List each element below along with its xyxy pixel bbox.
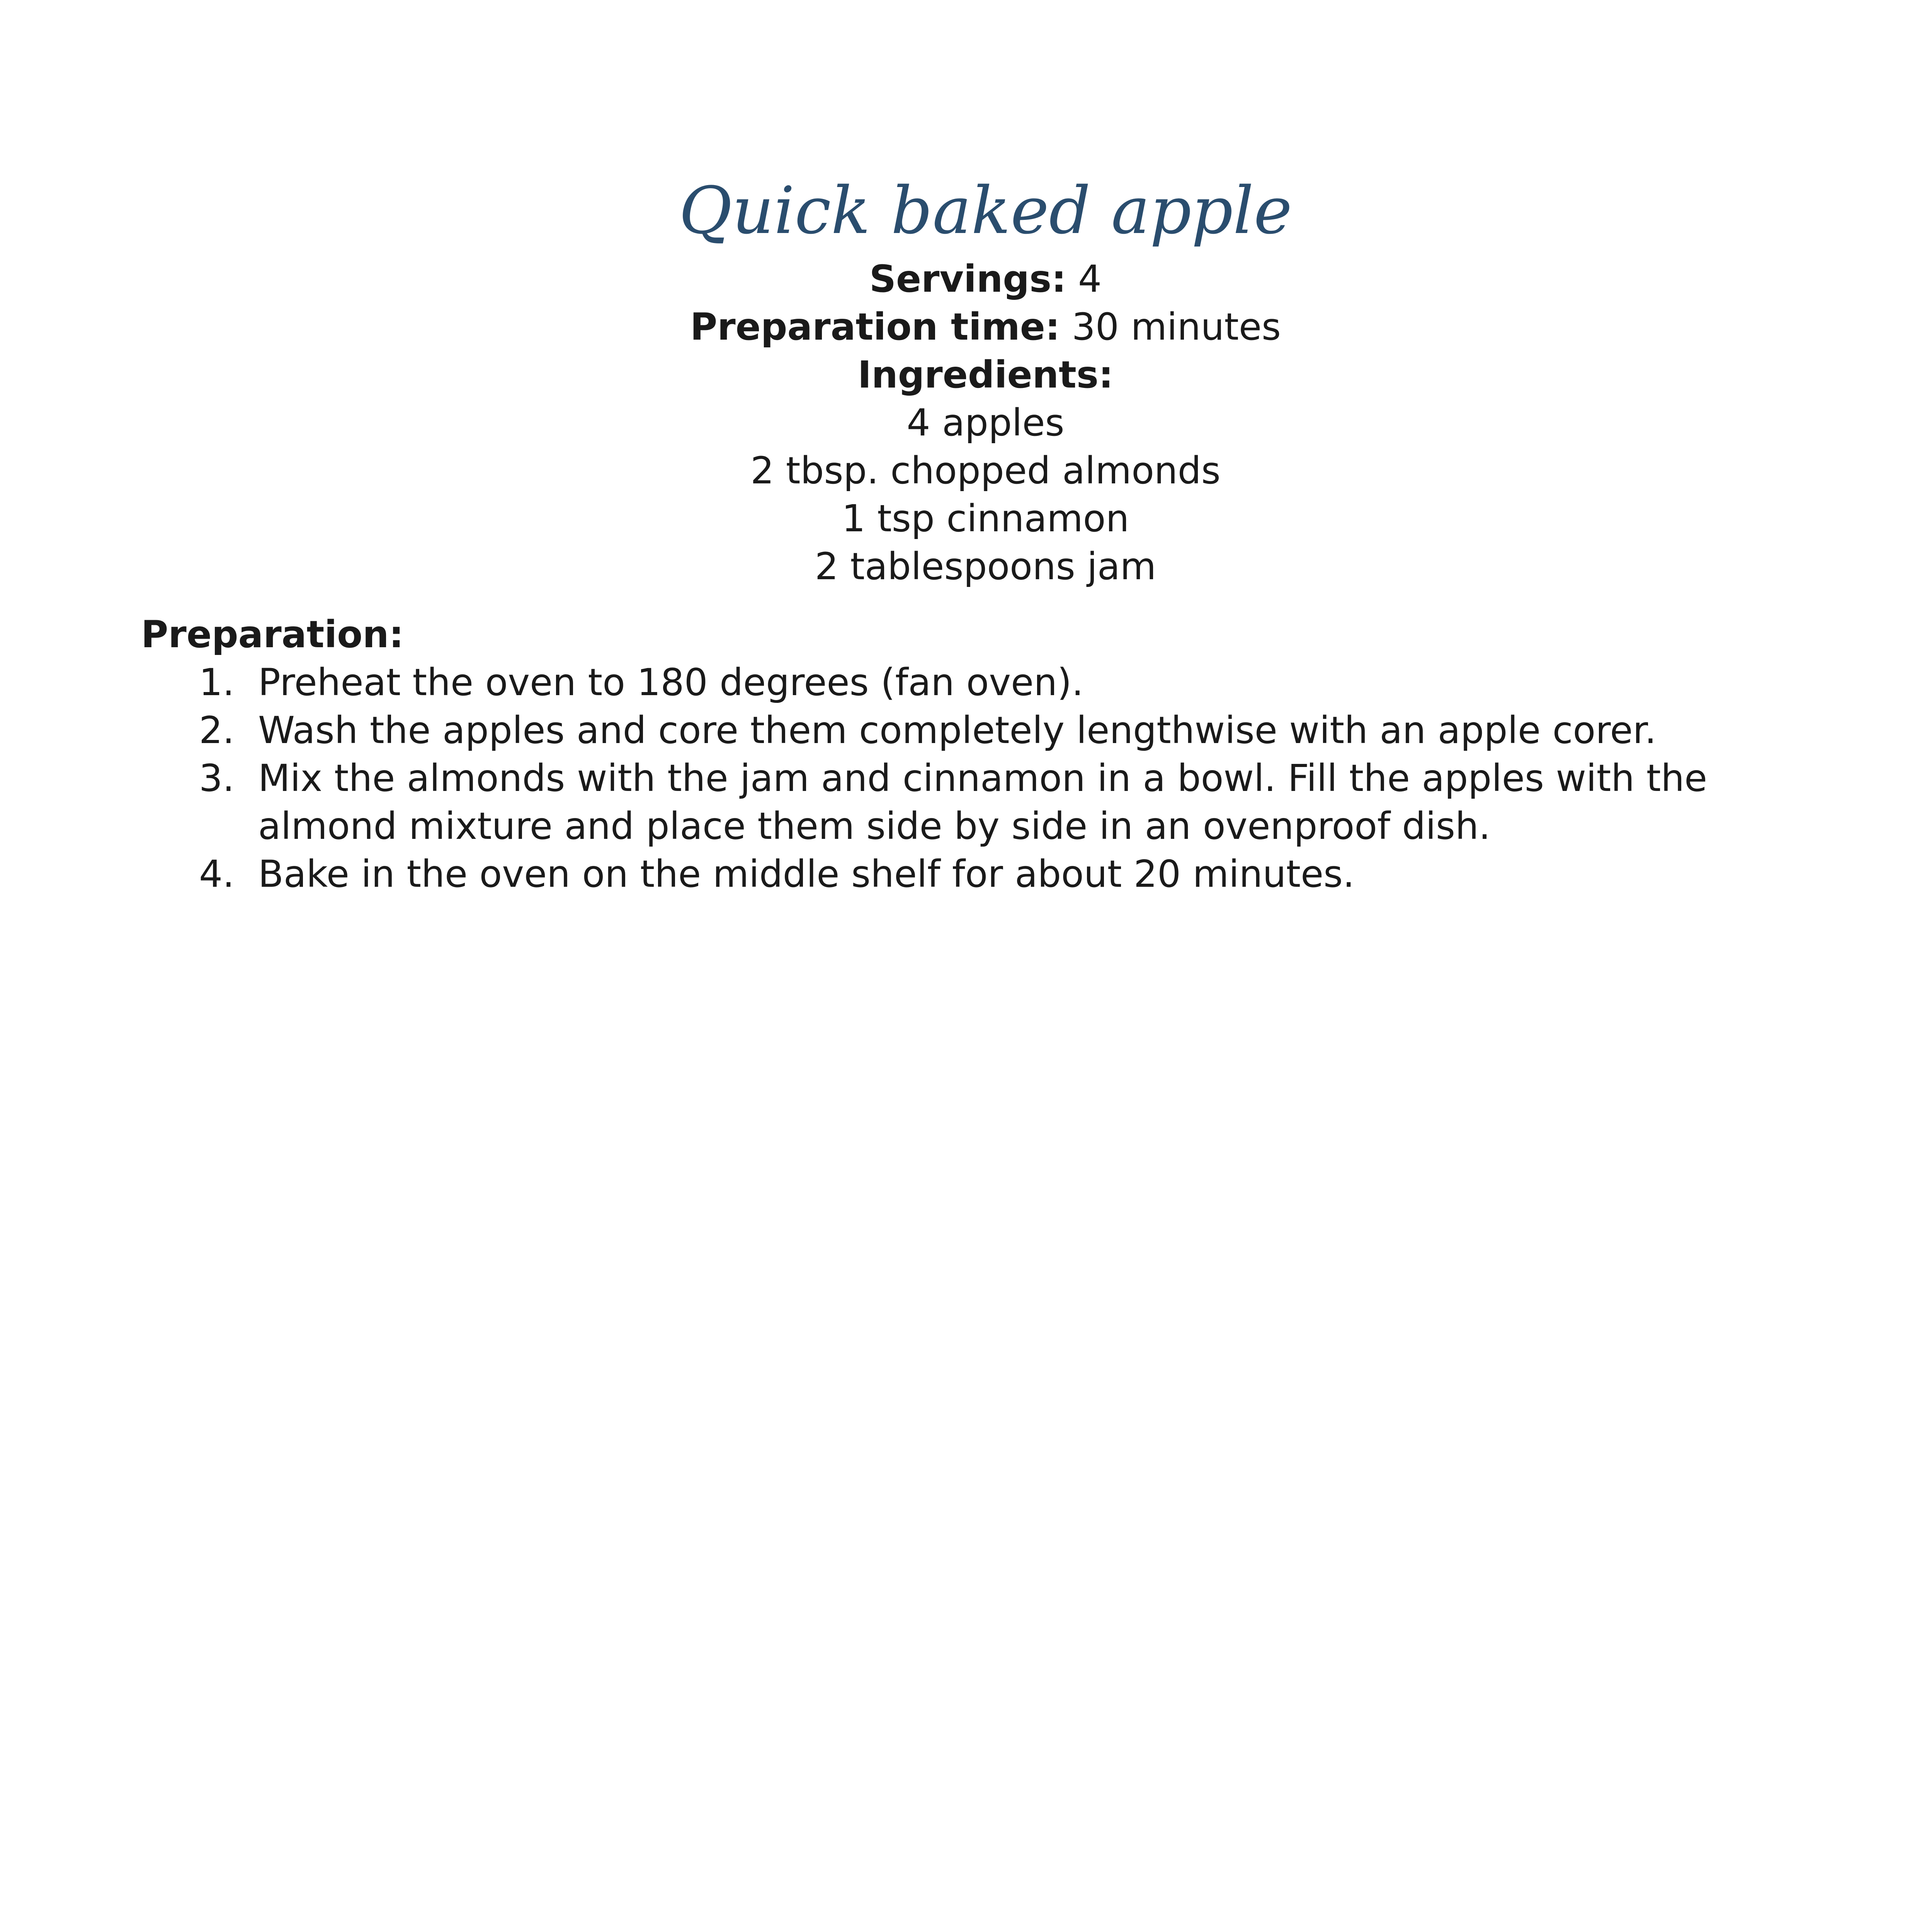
step-number: 3. xyxy=(199,757,235,800)
servings-label: Servings: xyxy=(869,257,1066,301)
servings-value: 4 xyxy=(1078,257,1102,301)
step-item xyxy=(141,658,1841,706)
step-text: Wash the apples and core them completely lengthwise with an apple corer. xyxy=(258,709,1656,752)
prep-time-value: 30 minutes xyxy=(1071,305,1281,349)
step-text: Bake in the oven on the middle shelf for about 20 minutes. xyxy=(258,852,1355,896)
step-number: 1. xyxy=(199,661,235,704)
preparation-section xyxy=(141,611,1841,898)
preparation-steps xyxy=(141,658,1841,898)
recipe-header xyxy=(0,170,1932,590)
prep-time-line xyxy=(0,303,1932,351)
recipe-title: Quick baked apple xyxy=(679,173,1293,248)
step-text: Mix the almonds with the jam and cinnamon in a bowl. Fill the apples with the almond mixture and place them side by side in an ovenproof dish. xyxy=(258,757,1708,848)
ingredient-item: 1 tsp cinnamon xyxy=(842,497,1129,540)
step-text: Preheat the oven to 180 degrees (fan oven). xyxy=(258,661,1083,704)
step-number: 2. xyxy=(199,709,235,752)
prep-time-label: Preparation time: xyxy=(690,305,1060,349)
preparation-heading: Preparation: xyxy=(141,613,404,656)
ingredients-list xyxy=(0,399,1932,590)
ingredient-item: 2 tbsp. chopped almonds xyxy=(750,449,1221,492)
ingredient-item: 2 tablespoons jam xyxy=(815,545,1156,588)
step-item xyxy=(141,754,1841,850)
servings-line xyxy=(0,255,1932,303)
step-number: 4. xyxy=(199,852,235,896)
ingredient-item: 4 apples xyxy=(906,401,1065,444)
ingredients-heading: Ingredients: xyxy=(857,353,1114,396)
step-item xyxy=(141,850,1841,898)
step-item xyxy=(141,706,1841,754)
